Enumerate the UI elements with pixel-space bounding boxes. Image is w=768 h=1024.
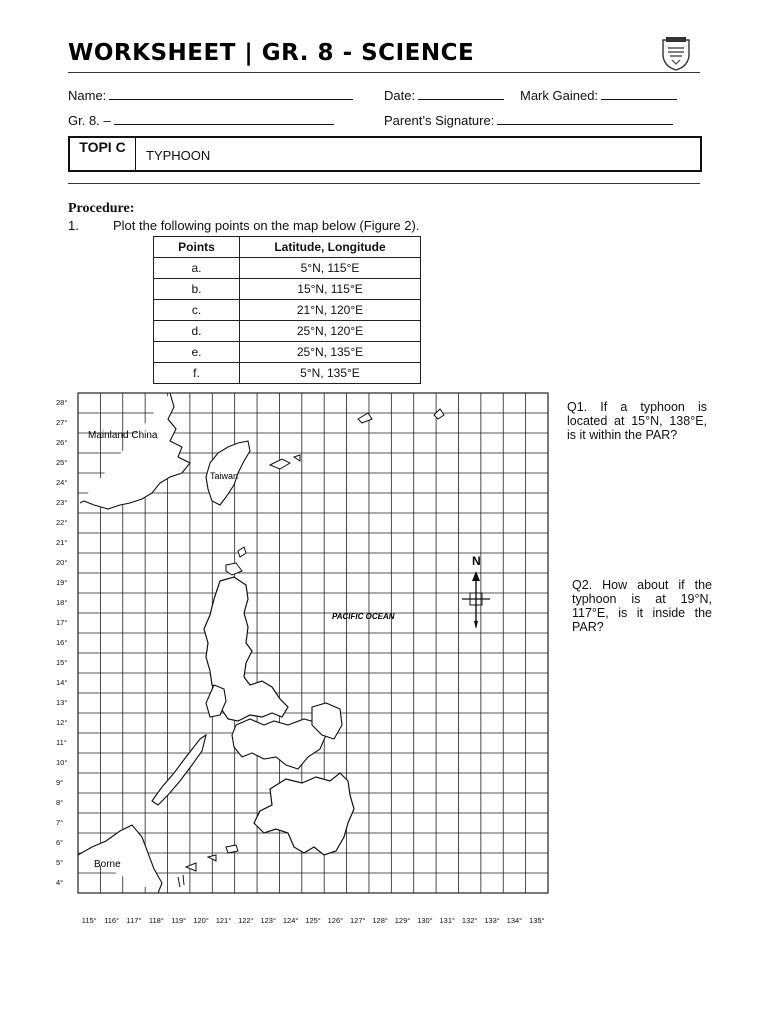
worksheet-title: WORKSHEET | GR. 8 - SCIENCE — [68, 40, 475, 66]
table-row — [154, 363, 421, 384]
step-text: Plot the following points on the map below (Figure 2). — [113, 218, 420, 233]
label-mainland-china: Mainland China — [88, 430, 158, 441]
point-label: a. — [154, 258, 240, 279]
longitude-label: 134° — [506, 916, 523, 925]
latitude-label: 11° — [56, 738, 67, 747]
point-coord: 25°N, 120°E — [240, 321, 421, 342]
longitude-label: 122° — [238, 916, 254, 925]
latitude-label: 6° — [56, 838, 64, 847]
latitude-label: 22° — [56, 518, 68, 527]
header-rule — [68, 72, 700, 73]
table-row — [154, 321, 421, 342]
table-row — [154, 258, 421, 279]
point-coord: 25°N, 135°E — [240, 342, 421, 363]
name-field[interactable] — [68, 87, 353, 103]
latitude-label: 4° — [56, 878, 64, 887]
question-1: Q1. If a typhoon is located at 15°N, 138°E, is it within the PAR? — [567, 400, 707, 442]
longitude-label: 118° — [148, 916, 164, 925]
latitude-label: 21° — [56, 538, 68, 547]
procedure-heading: Procedure: — [68, 201, 135, 216]
latitude-label: 26° — [56, 438, 68, 447]
latitude-label: 7° — [56, 818, 64, 827]
signature-line[interactable] — [497, 112, 673, 125]
longitude-label: 117° — [126, 916, 142, 925]
longitude-label: 131° — [439, 916, 456, 925]
longitude-label: 132° — [461, 916, 478, 925]
table-row — [154, 342, 421, 363]
name-label: Name: — [68, 88, 107, 103]
longitude-label: 115° — [81, 916, 97, 925]
latitude-label: 19° — [56, 578, 68, 587]
latitude-label: 23° — [56, 498, 68, 507]
longitude-label: 123° — [260, 916, 276, 925]
longitude-label: 133° — [484, 916, 500, 925]
point-label: f. — [154, 363, 240, 384]
signature-field[interactable] — [384, 112, 673, 128]
latitude-label: 5° — [56, 858, 64, 867]
mark-line[interactable] — [601, 87, 677, 100]
philippines-map — [50, 385, 560, 935]
table-header-row — [154, 237, 421, 258]
latitude-label: 9° — [56, 778, 64, 787]
latitude-label: 18° — [56, 598, 68, 607]
school-crest-icon — [660, 36, 692, 72]
grade-field[interactable] — [68, 112, 334, 128]
latitude-label: 8° — [56, 798, 64, 807]
point-label: d. — [154, 321, 240, 342]
latitude-label: 25° — [56, 458, 68, 467]
label-borneo: Borne — [94, 859, 121, 870]
date-line[interactable] — [418, 87, 504, 100]
latitude-label: 16° — [56, 638, 68, 647]
label-taiwan: Taiwan — [210, 471, 239, 481]
grade-line[interactable] — [114, 112, 334, 125]
topic-rule — [68, 183, 700, 184]
latitude-label: 10° — [56, 758, 68, 767]
latitude-label: 15° — [56, 658, 68, 667]
header-latlon: Latitude, Longitude — [240, 237, 421, 258]
label-pacific-ocean: PACIFIC OCEAN — [332, 612, 395, 621]
latitude-label: 14° — [56, 678, 68, 687]
date-label: Date: — [384, 88, 416, 103]
topic-value: TYPHOON — [146, 148, 211, 163]
latitude-label: 20° — [56, 558, 68, 567]
mark-label: Mark Gained: — [520, 88, 599, 103]
latitude-label: 24° — [56, 478, 68, 487]
procedure-step — [68, 218, 419, 233]
point-label: c. — [154, 300, 240, 321]
latitude-label: 17° — [56, 618, 68, 627]
longitude-label: 120° — [193, 916, 209, 925]
latitude-label: 13° — [56, 698, 68, 707]
point-coord: 5°N, 135°E — [240, 363, 421, 384]
point-label: b. — [154, 279, 240, 300]
signature-label: Parent’s Signature: — [384, 113, 495, 128]
longitude-label: 125° — [305, 916, 321, 925]
point-label: e. — [154, 342, 240, 363]
topic-box — [68, 136, 702, 172]
points-table — [153, 236, 421, 384]
longitude-label: 127° — [350, 916, 366, 925]
longitude-label: 128° — [372, 916, 388, 925]
step-number: 1. — [68, 218, 79, 233]
longitude-label: 121° — [215, 916, 232, 925]
longitude-label: 129° — [394, 916, 411, 925]
mark-field[interactable] — [520, 87, 677, 103]
grade-label: Gr. 8. – — [68, 113, 111, 128]
longitude-label: 130° — [417, 916, 433, 925]
longitude-label: 119° — [171, 916, 187, 925]
table-row — [154, 279, 421, 300]
point-coord: 15°N, 115°E — [240, 279, 421, 300]
name-line[interactable] — [109, 87, 353, 100]
latitude-label: 12° — [56, 718, 68, 727]
point-coord: 21°N, 120°E — [240, 300, 421, 321]
date-field[interactable] — [384, 87, 504, 103]
latitude-label: 27° — [56, 418, 68, 427]
longitude-label: 135° — [529, 916, 545, 925]
table-row — [154, 300, 421, 321]
question-2: Q2. How about if the typhoon is at 19°N, 117°E, is it inside the PAR? — [572, 578, 712, 634]
latitude-label: 28° — [56, 398, 68, 407]
topic-label: TOPI C — [70, 138, 136, 170]
longitude-label: 116° — [104, 916, 120, 925]
point-coord: 5°N, 115°E — [240, 258, 421, 279]
longitude-label: 124° — [282, 916, 299, 925]
header-points: Points — [154, 237, 240, 258]
longitude-label: 126° — [327, 916, 344, 925]
compass-n-label: N — [472, 554, 481, 568]
